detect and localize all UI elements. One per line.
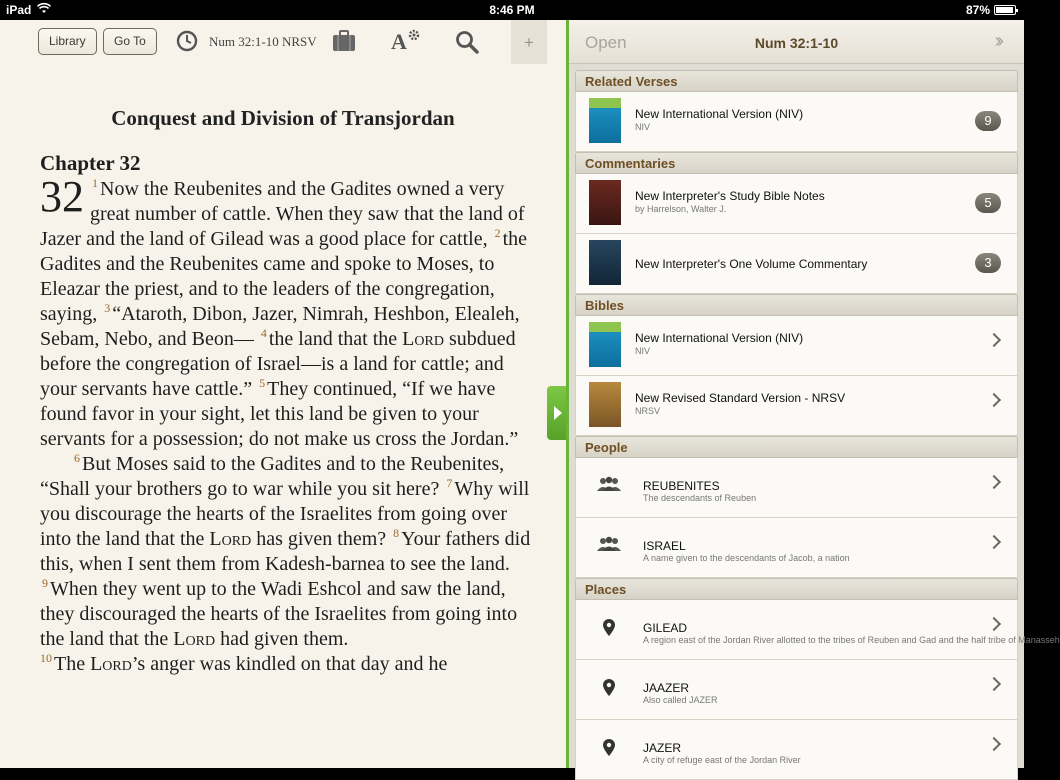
verse-number[interactable]: 7 xyxy=(446,476,453,491)
briefcase-icon[interactable] xyxy=(332,30,356,57)
chevron-right-icon xyxy=(987,617,1001,631)
verse-number[interactable]: 8 xyxy=(393,526,400,541)
item-title: JAAZER xyxy=(643,681,690,695)
verse-number[interactable]: 10 xyxy=(40,651,52,666)
open-button[interactable]: Open xyxy=(585,33,627,52)
verse-text: They continued, “If we have found favor in your sight, let this land be given to your servants for a possession; do not make us cross the Jordan.” xyxy=(40,378,519,450)
library-button[interactable]: Library xyxy=(38,28,97,55)
add-tab-button[interactable]: + xyxy=(511,20,547,64)
item-subtitle: Also called JAZER xyxy=(643,695,718,705)
list-item[interactable] xyxy=(575,92,1018,152)
commentary-cover-thumbnail xyxy=(589,180,621,225)
chevron-right-icon xyxy=(987,737,1001,751)
people-icon xyxy=(596,536,622,557)
resource-list xyxy=(575,70,1060,780)
list-item[interactable] xyxy=(575,600,1060,660)
verse-block xyxy=(40,172,540,452)
item-title: New International Version (NIV) xyxy=(635,107,804,121)
status-bar xyxy=(0,0,1024,20)
chevron-right-icon xyxy=(987,475,1001,489)
section-header-people: People xyxy=(575,436,1018,458)
list-item[interactable] xyxy=(575,518,1018,578)
verse-text: The xyxy=(54,653,91,675)
people-icon xyxy=(596,476,622,497)
list-item[interactable] xyxy=(575,660,1018,720)
section-header-related-verses: Related Verses xyxy=(575,70,1018,92)
double-chevron-right-icon[interactable]: ›› xyxy=(994,30,1000,52)
item-title: GILEAD xyxy=(643,621,688,635)
verse-text: has given them? xyxy=(251,528,387,550)
divine-name: Lord xyxy=(402,328,444,350)
verse-text: “Ataroth, Dibon, Jazer, Nimrah, Heshbon, Elealeh, Sebam, Nebo, and Beon— xyxy=(40,303,520,350)
chevron-right-icon xyxy=(987,393,1001,407)
commentary-cover-thumbnail xyxy=(589,240,621,285)
item-title: REUBENITES xyxy=(643,479,720,493)
niv-cover-thumbnail xyxy=(589,322,621,367)
resource-panel xyxy=(569,20,1060,768)
item-subtitle: by Harrelson, Walter J. xyxy=(635,204,727,214)
verse-number[interactable]: 3 xyxy=(104,301,111,316)
verse-text: Now the Reubenites and the Gadites owned a very great number of cattle. When they saw that the land of Jazer and the land of Gilead was a good place for cattle, xyxy=(40,178,525,250)
item-subtitle: NIV xyxy=(635,122,651,132)
item-subtitle: NIV xyxy=(635,346,651,356)
verse-text: the land that the xyxy=(268,328,403,350)
count-badge: 9 xyxy=(975,111,1001,131)
list-item[interactable] xyxy=(575,234,1018,294)
chevron-right-icon xyxy=(987,677,1001,691)
verse-paragraph xyxy=(40,452,540,652)
verse-number[interactable]: 4 xyxy=(260,326,267,341)
verse-text: ’s anger was kindled on that day and he xyxy=(131,653,448,675)
goto-button[interactable]: Go To xyxy=(103,28,157,55)
history-clock-icon[interactable] xyxy=(176,30,198,57)
item-subtitle: NRSV xyxy=(635,406,661,416)
svg-text:A: A xyxy=(391,29,407,54)
chevron-right-icon xyxy=(987,535,1001,549)
verse-text: subdued before the congregation of Israel—is a land for cattle; and your servants have cattle.” xyxy=(40,328,516,400)
map-pin-icon xyxy=(603,619,615,642)
device-name: iPad xyxy=(6,3,32,17)
list-item[interactable] xyxy=(575,316,1018,376)
item-title: New Revised Standard Version - NRSV xyxy=(635,391,846,405)
list-item[interactable] xyxy=(575,720,1018,780)
panel-header xyxy=(569,20,1024,64)
verse-number[interactable]: 6 xyxy=(74,451,80,466)
verse-number[interactable]: 9 xyxy=(42,576,48,591)
panel-title: Num 32:1-10 xyxy=(754,35,839,51)
verse-text: But Moses said to the Gadites and to the Reubenites, “Shall your brothers go to war while you sit here? xyxy=(40,453,505,500)
clock: 8:46 PM xyxy=(489,3,535,17)
chevron-right-icon xyxy=(987,333,1001,347)
divine-name: Lord xyxy=(173,628,216,650)
chapter-number: 32 xyxy=(40,172,84,221)
battery-icon xyxy=(994,5,1016,15)
divine-name: Lord xyxy=(209,528,252,550)
item-subtitle: A name given to the descendants of Jacob, a nation xyxy=(643,553,850,563)
list-item[interactable] xyxy=(575,376,1018,436)
reader-pane xyxy=(0,20,566,768)
verse-number[interactable]: 1 xyxy=(92,176,98,191)
list-item[interactable] xyxy=(575,458,1018,518)
scripture-text xyxy=(40,150,540,677)
verse-paragraph xyxy=(40,652,540,677)
reader-toolbar xyxy=(0,20,566,64)
item-subtitle: A city of refuge east of the Jordan River xyxy=(643,755,801,765)
list-item[interactable] xyxy=(575,174,1018,234)
verse-text: had given them. xyxy=(215,628,349,650)
map-pin-icon xyxy=(603,739,615,762)
nrsv-cover-thumbnail xyxy=(589,382,621,427)
verse-number[interactable]: 5 xyxy=(259,376,266,391)
item-title: New International Version (NIV) xyxy=(635,331,804,345)
count-badge: 5 xyxy=(975,193,1001,213)
map-pin-icon xyxy=(603,679,615,702)
item-title: New Interpreter's Study Bible Notes xyxy=(635,189,825,203)
current-reference[interactable]: Num 32:1-10 NRSV xyxy=(209,34,317,49)
text-settings-icon[interactable] xyxy=(390,28,422,57)
item-title: New Interpreter's One Volume Commentary xyxy=(635,257,868,271)
verse-text: Why will you discourage the hearts of the Israelites from going over into the land that the xyxy=(40,478,530,550)
section-header-places: Places xyxy=(575,578,1018,600)
section-title: Conquest and Division of Transjordan xyxy=(111,106,455,130)
divine-name: Lord xyxy=(90,653,132,675)
section-header-bibles: Bibles xyxy=(575,294,1018,316)
chapter-heading: Chapter 32 xyxy=(40,151,141,175)
verse-text: the Gadites and the Reubenites came and spoke to Moses, to Eleazar the priest, and to the leaders of the congregation, saying, xyxy=(40,228,528,325)
item-title: ISRAEL xyxy=(643,539,686,553)
item-subtitle: A region east of the Jordan River allotted to the tribes of Reuben and Gad and the half tribe of Manasseh xyxy=(643,635,1060,645)
search-icon[interactable] xyxy=(455,30,479,59)
battery-percent: 87% xyxy=(965,3,990,17)
count-badge: 3 xyxy=(975,253,1001,273)
verse-text: Your fathers did this, when I sent them from Kadesh-barnea to see the land. xyxy=(40,528,531,575)
item-subtitle: The descendants of Reuben xyxy=(643,493,757,503)
item-title: JAZER xyxy=(643,741,682,755)
section-header-commentaries: Commentaries xyxy=(575,152,1018,174)
panel-toggle-handle[interactable] xyxy=(547,386,568,440)
verse-number[interactable]: 2 xyxy=(494,226,501,241)
verse-text: When they went up to the Wadi Eshcol and saw the land, they discouraged the hearts of the Israelites from going into the land that the xyxy=(40,578,518,650)
niv-cover-thumbnail xyxy=(589,98,621,143)
